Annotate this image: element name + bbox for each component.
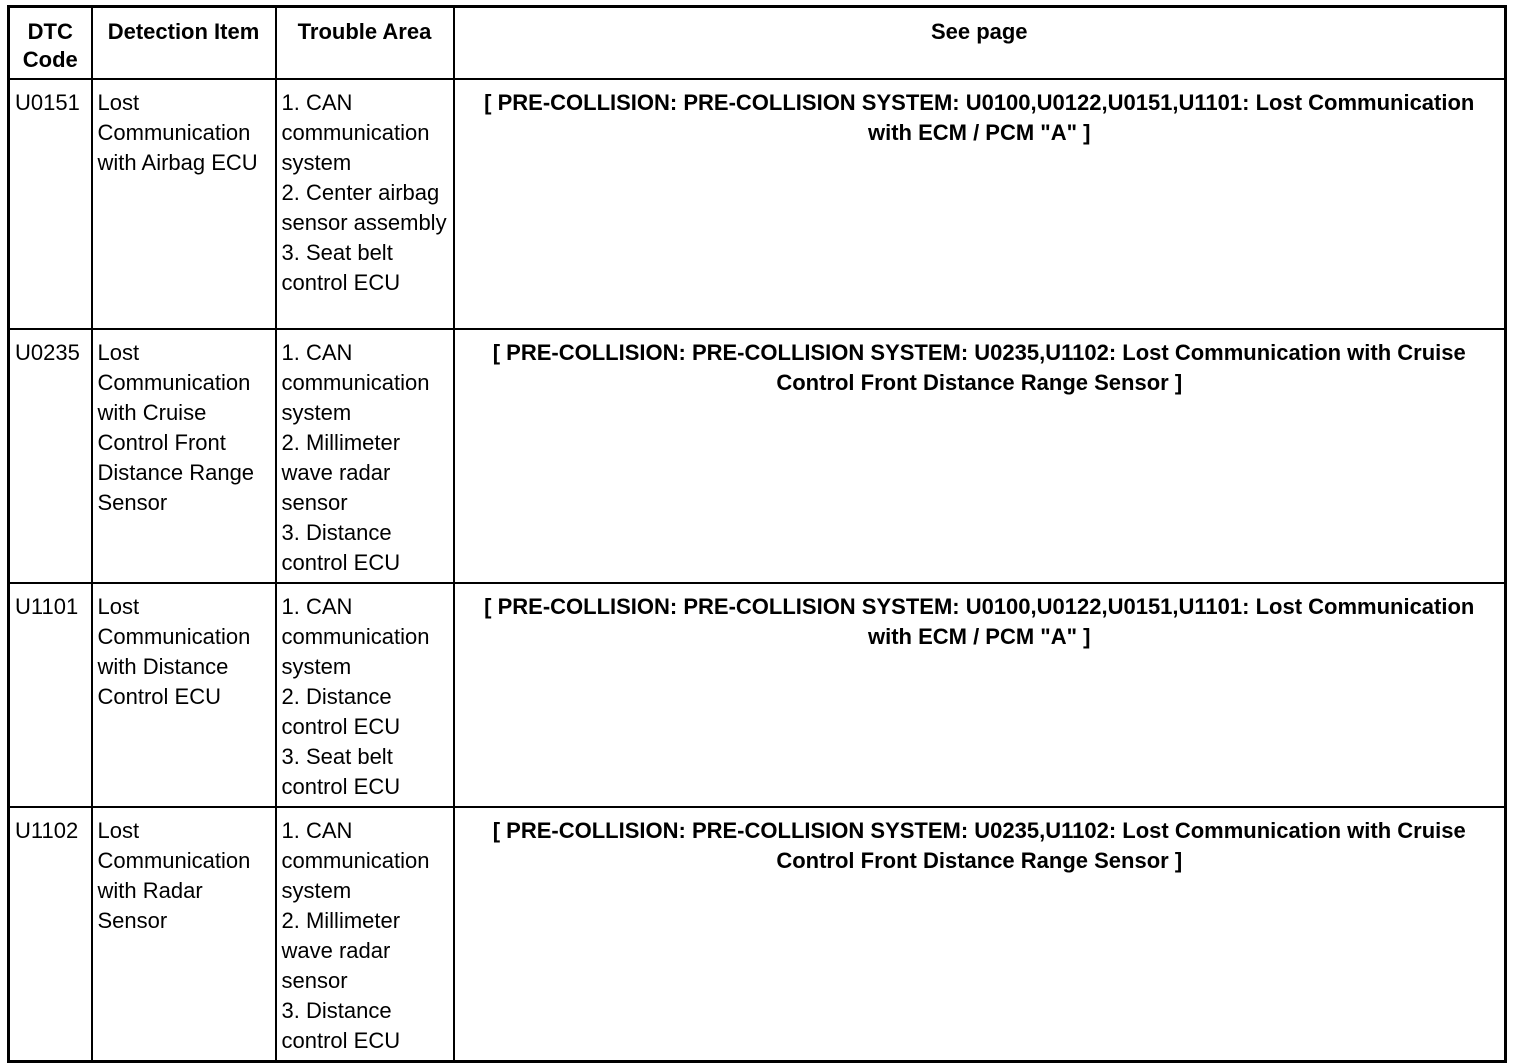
header-see-page: See page — [454, 7, 1506, 80]
trouble-area-item: 2. Center airbag sensor assembly — [281, 180, 447, 235]
trouble-area-item: 3. Seat belt control ECU — [281, 240, 401, 295]
dtc-code-cell: U1102 — [9, 807, 92, 1062]
trouble-area-cell — [276, 79, 454, 329]
trouble-area-item: 3. Distance control ECU — [281, 998, 401, 1053]
trouble-area-item: 2. Millimeter wave radar sensor — [281, 908, 401, 993]
dtc-code-cell: U1101 — [9, 583, 92, 807]
trouble-area-cell — [276, 329, 454, 583]
header-dtc-code: DTC Code — [9, 7, 92, 80]
detection-item-cell: Lost Communication with Distance Control ECU — [92, 583, 276, 807]
table-row — [9, 79, 1506, 329]
trouble-area-item: 1. CAN communication system — [281, 594, 430, 679]
detection-item-cell: Lost Communication with Airbag ECU — [92, 79, 276, 329]
header-row — [9, 7, 1506, 80]
trouble-area-item: 1. CAN communication system — [281, 340, 430, 425]
see-page-link[interactable]: [ PRE-COLLISION: PRE-COLLISION SYSTEM: U0100,U0122,U0151,U1101: Lost Communication with ECM / PCM "A" ] — [454, 583, 1506, 807]
see-page-link[interactable]: [ PRE-COLLISION: PRE-COLLISION SYSTEM: U0235,U1102: Lost Communication with Cruise Control Front Distance Range Sensor ] — [454, 807, 1506, 1062]
trouble-area-item: 2. Distance control ECU — [281, 684, 401, 739]
trouble-area-item: 1. CAN communication system — [281, 90, 430, 175]
trouble-area-item: 1. CAN communication system — [281, 818, 430, 903]
trouble-area-item: 3. Distance control ECU — [281, 520, 401, 575]
detection-item-cell: Lost Communication with Cruise Control Front Distance Range Sensor — [92, 329, 276, 583]
trouble-area-item: 3. Seat belt control ECU — [281, 744, 401, 799]
table-row — [9, 807, 1506, 1062]
dtc-code-cell: U0151 — [9, 79, 92, 329]
see-page-link[interactable]: [ PRE-COLLISION: PRE-COLLISION SYSTEM: U0235,U1102: Lost Communication with Cruise Control Front Distance Range Sensor ] — [454, 329, 1506, 583]
dtc-code-cell: U0235 — [9, 329, 92, 583]
trouble-area-item: 2. Millimeter wave radar sensor — [281, 430, 401, 515]
trouble-area-cell — [276, 807, 454, 1062]
detection-item-cell: Lost Communication with Radar Sensor — [92, 807, 276, 1062]
trouble-area-cell — [276, 583, 454, 807]
dtc-table — [7, 5, 1507, 1063]
table-row — [9, 329, 1506, 583]
table-row — [9, 583, 1506, 807]
see-page-link[interactable]: [ PRE-COLLISION: PRE-COLLISION SYSTEM: U0100,U0122,U0151,U1101: Lost Communication with ECM / PCM "A" ] — [454, 79, 1506, 329]
header-detection-item: Detection Item — [92, 7, 276, 80]
header-trouble-area: Trouble Area — [276, 7, 454, 80]
